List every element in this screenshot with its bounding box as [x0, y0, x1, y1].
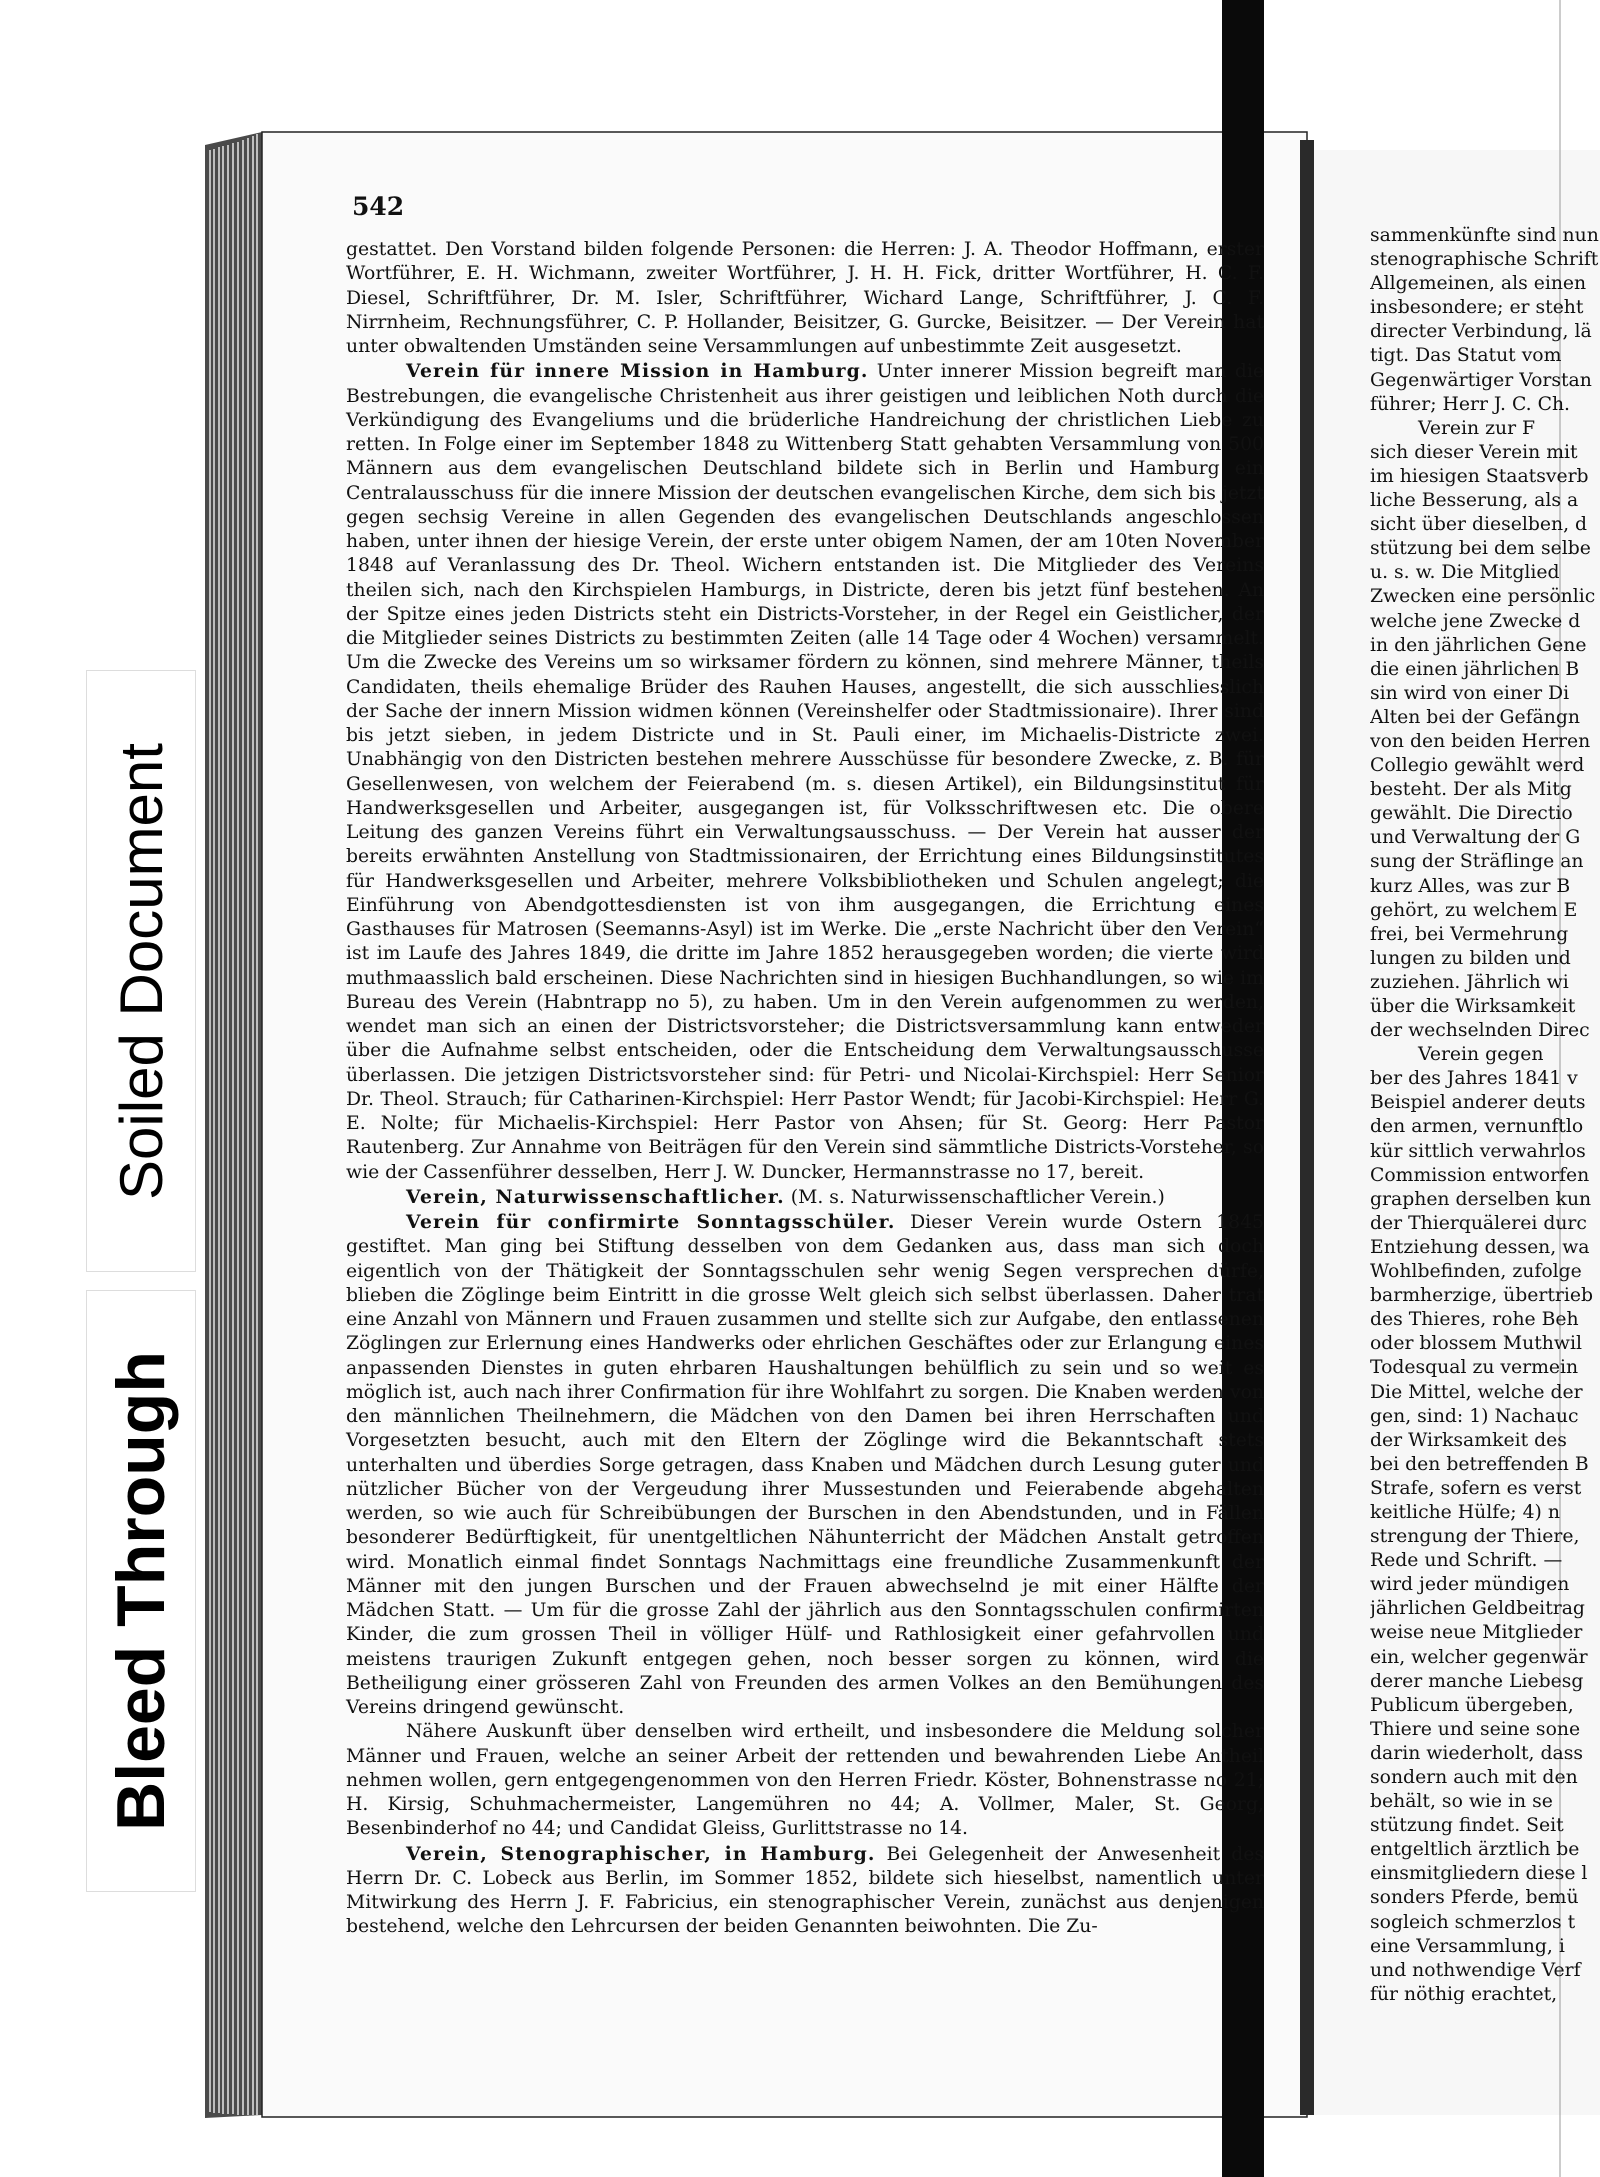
right-page-line: gen, sind: 1) Nachauc [1370, 1405, 1579, 1427]
right-page-line: sin wird von einer Di [1370, 682, 1570, 704]
right-page-line: welche jene Zwecke d [1370, 610, 1581, 632]
right-page-line: entgeltlich ärztlich be [1370, 1839, 1580, 1861]
right-page-line: Wohlbefinden, zufolge [1370, 1261, 1582, 1283]
right-page-line: Publicum übergeben, [1370, 1694, 1574, 1716]
right-page-line: barmherzige, übertrieb [1370, 1285, 1594, 1307]
right-page-line: bei den betreffenden B [1370, 1453, 1589, 1475]
right-page-line: sung der Sträflinge an [1370, 851, 1584, 873]
right-page-line: darin wiederholt, dass [1370, 1742, 1583, 1764]
right-page-line: sicht über dieselben, d [1370, 514, 1588, 536]
right-page-line: sogleich schmerzlos t [1370, 1911, 1576, 1933]
right-page-line: weise neue Mitglieder [1370, 1622, 1583, 1644]
stamp-column [86, 670, 196, 1892]
right-page-line: Entziehung dessen, wa [1370, 1236, 1590, 1258]
right-page-line: gehört, zu welchem E [1370, 899, 1578, 921]
entry-body: Nähere Auskunft über denselben wird ertheilt, und insbesondere die Meldung solcher Männer und Frauen, welche an seiner Arbeit der rettenden und bewahrenden Liebe Antheil nehmen wollen, gern entgegengenommen von den Herren Friedr. Köster, Bohnenstrasse no 21; H. Kirsig, Schuhmachermeister, Langemühren no 44; A. Vollmer, Maler, St. Georg, Besenbinderhof no 44; und Candidat Gleiss, Gurlittstrasse no 14. [346, 1721, 1264, 1840]
right-page-line: liche Besserung, als a [1370, 490, 1579, 512]
soiled-document-stamp [86, 670, 196, 1272]
right-page-line: ein, welcher gegenwär [1370, 1646, 1588, 1668]
right-page-line: graphen derselben kun [1370, 1188, 1592, 1210]
right-page-line: Alten bei der Gefängn [1370, 706, 1580, 728]
right-page-line: tigt. Das Statut vom [1370, 345, 1562, 367]
entry-paragraph [346, 359, 1264, 1185]
right-page-line: Todesqual zu vermein [1370, 1357, 1579, 1379]
right-page-line: behält, so wie in se [1370, 1791, 1553, 1813]
right-page-line: Gegenwärtiger Vorstan [1370, 369, 1592, 391]
right-page-line: Beispiel anderer deuts [1370, 1092, 1586, 1114]
right-page-line: von den beiden Herren [1370, 730, 1591, 752]
right-page-line: stützung bei dem selbe [1370, 538, 1591, 560]
right-page-line: in den jährlichen Gene [1370, 634, 1587, 656]
right-page-line: sonders Pferde, bemü [1370, 1887, 1579, 1909]
right-page-line: führer; Herr J. C. Ch. [1370, 393, 1571, 415]
right-page-line: über die Wirksamkeit [1370, 996, 1576, 1017]
entry-body: gestattet. Den Vorstand bilden folgende Personen: die Herren: J. A. Theodor Hoffmann, erster Wortführer, E. H. Wichmann, zweiter Wortführer, J. H. H. Fick, dritter Wortführer, H. C. F. Diesel, Schriftführer, Dr. M. Isler, Schriftführer, Wichard Lange, Schriftführer, J. C. F. Nirrnheim, Rechnungsführer, C. P. Hollander, Beisitzer, G. Gurcke, Beisitzer. — Der Verein hat unter obwaltenden Umständen seine Versammlungen auf unbestimmte Zeit ausgesetzt. [346, 239, 1264, 357]
right-page-line: Die Mittel, welche der [1370, 1381, 1583, 1403]
entry-heading: Verein für innere Mission in Hamburg. [406, 360, 869, 383]
right-page-line: jährlichen Geldbeitrag [1370, 1598, 1585, 1620]
right-page-line: gewählt. Die Directio [1370, 803, 1573, 825]
right-page-line: sammenkünfte sind nun [1370, 225, 1599, 246]
page-number: 542 [352, 192, 405, 221]
right-page-line: Rede und Schrift. — [1370, 1550, 1563, 1572]
right-page-line: wird jeder mündigen [1370, 1574, 1570, 1596]
right-page-line: und Verwaltung der G [1370, 827, 1581, 849]
right-page-line: keitliche Hülfe; 4) n [1370, 1501, 1560, 1523]
right-page-line: zuziehen. Jährlich wi [1370, 971, 1569, 993]
right-page-line: für nöthig erachtet, [1370, 1983, 1558, 2004]
right-page-line: kür sittlich verwahrlos [1370, 1140, 1586, 1162]
right-page-line: insbesondere; er steht [1370, 297, 1584, 319]
right-page-line: besteht. Der als Mitg [1370, 779, 1572, 801]
right-page-line: sich dieser Verein mit [1370, 441, 1578, 463]
right-page-line: Collegio gewählt werd [1370, 755, 1585, 777]
entry-paragraph [346, 1210, 1264, 1720]
entry-heading: Verein, Stenographischer, in Hamburg. [406, 1842, 876, 1865]
right-page-line: u. s. w. Die Mitglied [1370, 562, 1560, 584]
gutter-shadow [1300, 140, 1314, 2115]
right-page-line: der Wirksamkeit des [1370, 1429, 1567, 1451]
right-page-line: kurz Alles, was zur B [1370, 875, 1571, 897]
entry-body: Dieser Verein wurde Ostern 1845 gestiftet. Man ging bei Stiftung desselben von dem Gedanken aus, dass man sich doch eigentlich von der Thätigkeit der Sonntagsschulen sehr wenig Segen versprechen dürfe, blieben die Zöglinge beim Eintritt in die grosse Welt gleich sich selbst überlassen. Daher trat eine Anzahl von Männern und Frauen zusammen und stellte sich zur Aufgabe, den entlassenen Zöglingen zur Erlernung eines Handwerks oder ehrlichen Geschäftes oder zur Erlangung eines anpassenden Dienstes in guten ehrbaren Haushaltungen behülflich zu sein und so weit es möglich ist, auch nach ihrer Confirmation für ihre Wohlfahrt zu sorgen. Die Knaben werden von den männlichen Theilnehmern, die Mädchen von den Damen bei ihren Herrschaften und Vorgesetzten besucht, auch mit den Eltern der Zöglinge wird die Bekanntschaft stets unterhalten und überdies Sorge getragen, dass Knaben und Mädchen durch Lesung guter und nützlicher Bücher von der Vergeudung ihrer Mussestunden und Feierabende abgehalten werden, so wie auch für Schreibübungen der Burschen in den Abendstunden, und in Fällen besonderer Bedürftigkeit, für unentgeltlichen Nähunterricht der Mädchen Anstalt getroffen wird. Monatlich einmal findet Sonntags Nachmittags eine freundliche Zusammenkunft der Männer mit den jungen Burschen und der Frauen abwechselnd je mit einer Hälfte der Mädchen Statt. — Um für die grosse Zahl der jährlich aus den Sonntagsschulen confirmirten Kinder, die zum grossen Theil in völliger Hülf- und Rathlosigkeit einer gefahrvollen und meistens traurigen Zukunft entgegen gehen, noch besser sorgen zu können, wird die Betheiligung einer grösseren Zahl von Freunden des armen Volkes an den Bemühungen des Vereins dringend gewünscht. [346, 1212, 1264, 1718]
right-page-line: der wechselnden Direc [1370, 1020, 1590, 1042]
entry-paragraph [346, 1185, 1264, 1210]
entry-paragraph [346, 238, 1264, 359]
right-page-line: den armen, vernunftlo [1370, 1116, 1584, 1138]
right-page-line: sondern auch mit den [1370, 1767, 1578, 1788]
right-page-text [1370, 224, 1600, 2004]
right-page-line: des Thieres, rohe Beh [1370, 1309, 1579, 1331]
entry-heading: Verein für confirmirte Sonntagsschüler. [406, 1211, 896, 1233]
right-page-line: oder blossem Muthwil [1370, 1333, 1582, 1355]
right-page-line: Strafe, sofern es verst [1370, 1477, 1582, 1499]
right-page-line: stenographische Schrift [1370, 249, 1599, 271]
right-page-line: lungen zu bilden und [1370, 947, 1571, 969]
right-page-line: Zwecken eine persönlic [1370, 586, 1596, 608]
entry-body: Unter innerer Mission begreift man die Bestrebungen, die evangelische Christenheit aus ihrer geistigen und leiblichen Noth durch die Verkündigung des Evangeliums und die brüderliche Handreichung der christlichen Liebe zu retten. In Folge einer im September 1848 zu Wittenberg Statt gehabten Versammlung von 500 Männern aus dem evangelischen Deutschland bildete sich in Berlin und Hamburg ein Centralausschuss für die innere Mission der deutschen evangelischen Kirche, dem sich bis jetzt gegen sechsig Vereine in allen Gegenden des evangelischen Deutschlands angeschlossen haben, unter ihnen der hiesige Verein, der erste unter obigem Namen, der am 10ten November 1848 auf Veranlassung des Dr. Theol. Wichern entstanden ist. Die Mitglieder des Vereins theilen sich, nach den Kirchspielen Hamburgs, in Districte, deren bis jetzt fünf bestehen. An der Spitze eines jeden Districts steht ein Districts-Vorsteher, in der Regel ein Geistlicher, der die Mitglieder seines Districts zu bestimmten Zeiten (alle 14 Tage oder 4 Wochen) versammelt. Um die Zwecke des Vereins um so wirksamer fördern zu können, sind mehrere Männer, theils Candidaten, theils ehemalige Brüder des Rauhen Hauses, angestellt, die sich ausschliesslich der Sache der innern Mission widmen können (Vereinshelfer oder Stadtmissionaire). Ihrer sind bis jetzt sieben, in jedem Districte und in St. Pauli einer, im Michaelis-Districte zwei. Unabhängig von den Districten bestehen mehrere Ausschüsse für besondere Zwecke, z. B. für Gesellenwesen, von welchem der Feierabend (m. s. diesen Artikel), ein Bildungsinstitut für Handwerksgesellen und Arbeiter, ausgegangen ist, für Volksschriftwesen etc. Die obere Leitung des ganzen Vereins führt ein Verwaltungsausschuss. — Der Verein hat ausser der bereits erwähnten Anstellung von Stadtmissionairen, der Errichtung eines Bildungsinstitutes für Handwerksgesellen und Arbeiter, mehrere Volksbibliotheken und Schulen angelegt; die Einführung von Abendgottesdiensten ist von ihm ausgegangen, die Errichtung eines Gasthauses für Matrosen (Seemanns-Asyl) ist im Werke. Die „erste Nachricht über den Verein“ ist im Laufe des Jahres 1849, die dritte im Jahre 1852 herausgegeben worden; die vierte wird muthmaasslich bald erscheinen. Diese Nachrichten sind in hiesigen Buchhandlungen, so wie im Bureau des Verein (Habntrapp no 5), zu haben. Um in den Verein aufgenommen zu werden, wendet man sich an einen der Districtsvorsteher; die Districtsversammlung kann entweder über die Aufnahme selbst entscheiden, oder die Entscheidung dem Verwaltungsausschusse überlassen. Die jetzigen Districtsvorsteher sind: für Petri- und Nicolai-Kirchspiel: Herr Senior Dr. Theol. Strauch; für Catharinen-Kirchspiel: Herr Pastor Wendt; für Jacobi-Kirchspiel: Herr G. E. Nolte; für Michaelis-Kirchspiel: Herr Pastor von Ahsen; für St. Georg: Herr Pastor Rautenberg. Zur Annahme von Beiträgen für den Verein sind sämmtliche Districts-Vorsteher, so wie der Cassenführer desselben, Herr J. W. Duncker, Hermannstrasse no 17, bereit. [346, 361, 1264, 1183]
right-page-line: Verein zur F [1418, 417, 1536, 439]
right-page-line: frei, bei Vermehrung [1370, 923, 1569, 945]
right-page-line: Allgemeinen, als einen [1370, 273, 1587, 295]
entry-paragraph [346, 1842, 1264, 1940]
right-page-line: Verein gegen [1418, 1044, 1544, 1066]
entry-paragraph [346, 1720, 1264, 1841]
bleed-through-stamp [86, 1290, 196, 1892]
soiled-document-label: Soiled Document [107, 742, 175, 1200]
right-page-line: stützung findet. Seit [1370, 1815, 1564, 1837]
right-page-line: der Thierquälerei durc [1370, 1212, 1587, 1234]
right-page-line: ber des Jahres 1841 v [1370, 1068, 1578, 1090]
right-page-line: im hiesigen Staatsverb [1370, 465, 1589, 487]
right-page-line: directer Verbindung, lä [1370, 321, 1592, 343]
right-page-line: Thiere und seine sone [1370, 1718, 1581, 1740]
right-page-line: und nothwendige Verf [1370, 1959, 1581, 1981]
bleed-through-label: Bleed Through [103, 1351, 180, 1831]
right-page-line: derer manche Liebesg [1370, 1670, 1584, 1692]
entry-body: Bei Gelegenheit der Anwesenheit des Herrn Dr. C. Lobeck aus Berlin, im Sommer 1852, bildete sich hieselbst, namentlich unter Mitwirkung des Herrn J. F. Fabricius, ein stenographischer Verein, zunächst aus denjenigen bestehend, welche den Lehrcursen der beiden Genannten beiwohnten. Die Zu- [346, 1843, 1264, 1938]
entry-heading: Verein, Naturwissenschaftlicher. [406, 1185, 785, 1208]
right-page-line: einsmitgliedern diese l [1370, 1863, 1588, 1885]
entry-body: (M. s. Naturwissenschaftlicher Verein.) [784, 1186, 1165, 1208]
right-page-line: eine Versammlung, i [1370, 1935, 1565, 1957]
right-page-line: strengung der Thiere, [1370, 1526, 1580, 1548]
right-page-line: die einen jährlichen B [1370, 658, 1580, 680]
right-page-line: Commission entworfen [1370, 1164, 1590, 1186]
left-page-text [346, 238, 1264, 2048]
